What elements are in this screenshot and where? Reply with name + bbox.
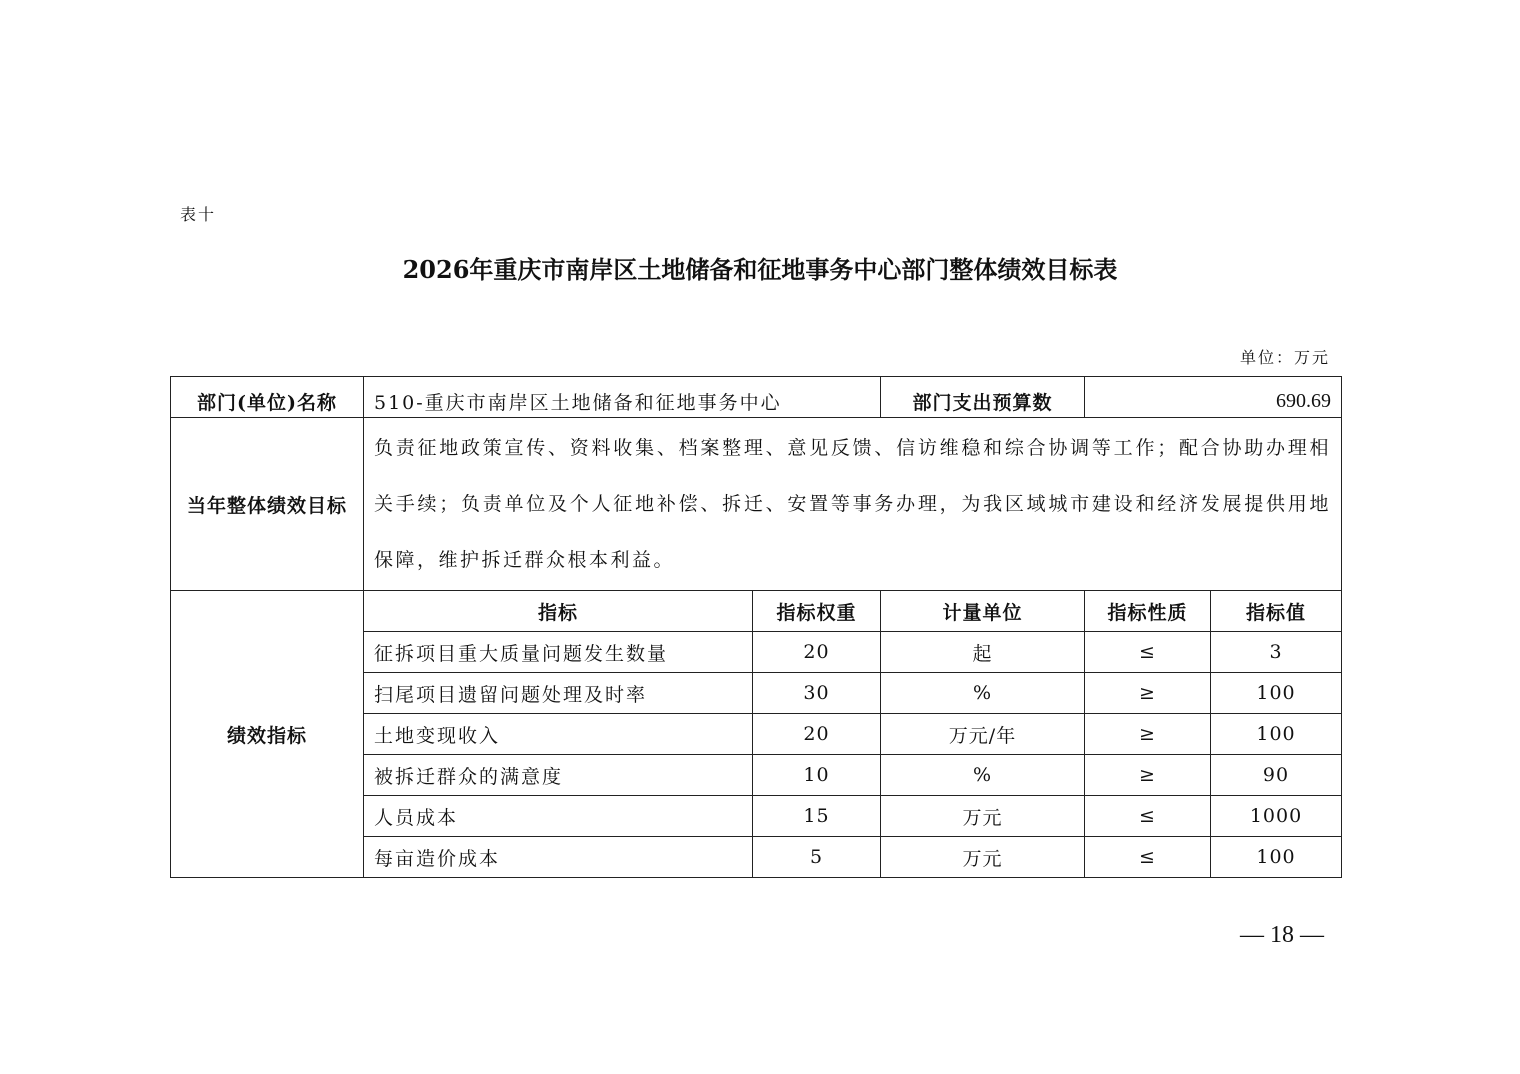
indicator-nature: ≥ xyxy=(1085,714,1211,755)
indicator-name: 人员成本 xyxy=(364,796,753,837)
indicator-unit: 万元/年 xyxy=(881,714,1085,755)
indicator-unit: 万元 xyxy=(881,796,1085,837)
budget-label: 部门支出预算数 xyxy=(881,377,1085,418)
goal-text: 负责征地政策宣传、资料收集、档案整理、意见反馈、信访维稳和综合协调等工作；配合协助办理相关手续；负责单位及个人征地补偿、拆迁、安置等事务办理，为我区域城市建设和经济发展提供用地保障，维护拆迁群众根本利益。 xyxy=(364,418,1342,591)
indicator-nature: ≤ xyxy=(1085,837,1211,878)
table-label: 表十 xyxy=(180,205,217,224)
indicator-nature: ≥ xyxy=(1085,673,1211,714)
indicator-value: 3 xyxy=(1211,632,1342,673)
indicator-value: 100 xyxy=(1211,837,1342,878)
indicator-value: 1000 xyxy=(1211,796,1342,837)
indicator-unit: 万元 xyxy=(881,837,1085,878)
indicators-label: 绩效指标 xyxy=(171,591,364,878)
unit-label: 单位：万元 xyxy=(1239,348,1330,367)
indicator-value: 90 xyxy=(1211,755,1342,796)
dept-row xyxy=(171,377,1342,418)
indicator-unit: 起 xyxy=(881,632,1085,673)
goal-label: 当年整体绩效目标 xyxy=(171,418,364,591)
goal-row xyxy=(171,418,1342,591)
indicator-name: 被拆迁群众的满意度 xyxy=(364,755,753,796)
indicator-weight: 20 xyxy=(753,714,881,755)
indicator-weight: 10 xyxy=(753,755,881,796)
indicator-name: 土地变现收入 xyxy=(364,714,753,755)
indicator-weight: 30 xyxy=(753,673,881,714)
indicator-nature: ≤ xyxy=(1085,796,1211,837)
document-title: 2026年重庆市南岸区土地储备和征地事务中心部门整体绩效目标表 xyxy=(402,255,1118,284)
header-unit: 计量单位 xyxy=(881,591,1085,632)
indicator-nature: ≥ xyxy=(1085,755,1211,796)
dept-name-label: 部门(单位)名称 xyxy=(171,377,364,418)
header-nature: 指标性质 xyxy=(1085,591,1211,632)
indicator-value: 100 xyxy=(1211,714,1342,755)
header-value: 指标值 xyxy=(1211,591,1342,632)
indicator-value: 100 xyxy=(1211,673,1342,714)
indicator-weight: 15 xyxy=(753,796,881,837)
indicator-name: 扫尾项目遗留问题处理及时率 xyxy=(364,673,753,714)
indicator-name: 征拆项目重大质量问题发生数量 xyxy=(364,632,753,673)
indicator-nature: ≤ xyxy=(1085,632,1211,673)
indicator-weight: 20 xyxy=(753,632,881,673)
page-number: — 18 — xyxy=(1240,922,1324,948)
indicator-weight: 5 xyxy=(753,837,881,878)
performance-goal-table xyxy=(170,376,1342,878)
budget-value: 690.69 xyxy=(1085,377,1342,418)
dept-name-value: 510-重庆市南岸区土地储备和征地事务中心 xyxy=(364,377,881,418)
header-indicator: 指标 xyxy=(364,591,753,632)
indicator-name: 每亩造价成本 xyxy=(364,837,753,878)
indicator-unit: % xyxy=(881,673,1085,714)
indicator-header-row xyxy=(171,591,1342,632)
indicator-unit: % xyxy=(881,755,1085,796)
header-weight: 指标权重 xyxy=(753,591,881,632)
